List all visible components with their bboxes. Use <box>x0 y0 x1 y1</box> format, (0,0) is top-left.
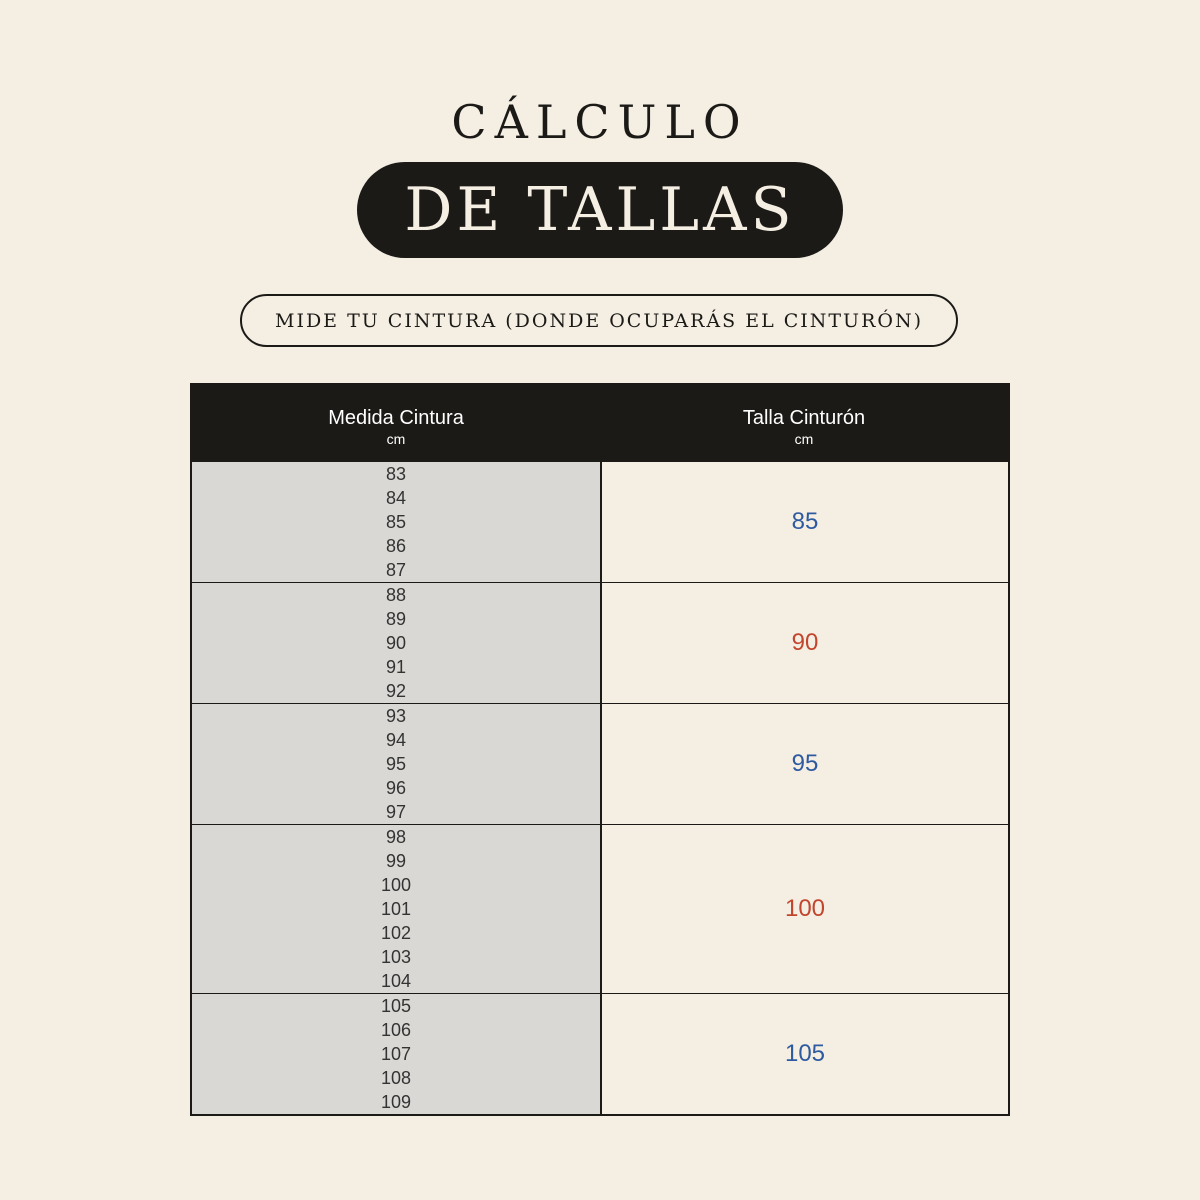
waist-measure-value: 83 <box>385 464 407 484</box>
table-row <box>192 703 1008 824</box>
title-calculo: CÁLCULO <box>451 95 749 149</box>
waist-measure-cell <box>192 825 602 993</box>
table-row <box>192 582 1008 703</box>
belt-size-cell <box>602 825 1008 993</box>
belt-size-value: 85 <box>791 508 819 535</box>
waist-measure-value: 84 <box>385 488 407 508</box>
waist-measure-value: 101 <box>380 899 412 919</box>
table-row <box>192 462 1008 582</box>
waist-measure-value: 87 <box>385 560 407 580</box>
waist-measure-value: 92 <box>385 681 407 701</box>
waist-measure-value: 109 <box>380 1092 412 1112</box>
belt-size-cell <box>602 994 1008 1114</box>
waist-measure-cell <box>192 994 602 1114</box>
table-row <box>192 824 1008 993</box>
waist-measure-value: 90 <box>385 633 407 653</box>
belt-size-value: 90 <box>791 629 819 656</box>
table-body <box>192 462 1008 1114</box>
table-row <box>192 993 1008 1114</box>
waist-measure-cell <box>192 462 602 582</box>
belt-size-cell <box>602 704 1008 824</box>
header-belt-unit: cm <box>794 430 814 447</box>
waist-measure-value: 106 <box>380 1020 412 1040</box>
waist-measure-value: 91 <box>385 657 407 677</box>
waist-measure-value: 86 <box>385 536 407 556</box>
belt-size-value: 100 <box>784 895 826 922</box>
waist-measure-value: 100 <box>380 875 412 895</box>
waist-measure-cell <box>192 583 602 703</box>
size-table <box>190 383 1010 1116</box>
header-belt-size <box>600 385 1008 462</box>
header-waist-title: Medida Cintura <box>328 406 464 429</box>
waist-measure-value: 105 <box>380 996 412 1016</box>
waist-measure-value: 108 <box>380 1068 412 1088</box>
header-belt-title: Talla Cinturón <box>742 406 866 429</box>
waist-measure-value: 96 <box>385 778 407 798</box>
instruction-pill <box>240 294 958 347</box>
belt-size-cell <box>602 462 1008 582</box>
waist-measure-value: 94 <box>385 730 407 750</box>
waist-measure-value: 104 <box>380 971 412 991</box>
waist-measure-value: 107 <box>380 1044 412 1064</box>
header-waist-unit: cm <box>386 430 406 447</box>
title-de-tallas <box>357 162 843 258</box>
belt-size-value: 105 <box>784 1040 826 1067</box>
belt-size-cell <box>602 583 1008 703</box>
table-header <box>192 385 1008 462</box>
belt-size-value: 95 <box>791 750 819 777</box>
waist-measure-value: 85 <box>385 512 407 532</box>
waist-measure-cell <box>192 704 602 824</box>
instruction-text: MIDE TU CINTURA (DONDE OCUPARÁS EL CINTURÓN) <box>274 309 923 332</box>
waist-measure-value: 89 <box>385 609 407 629</box>
waist-measure-value: 98 <box>385 827 407 847</box>
waist-measure-value: 102 <box>380 923 412 943</box>
waist-measure-value: 88 <box>385 585 407 605</box>
waist-measure-value: 97 <box>385 802 407 822</box>
header-waist-measure <box>192 385 600 462</box>
waist-measure-value: 95 <box>385 754 407 774</box>
waist-measure-value: 93 <box>385 706 407 726</box>
waist-measure-value: 99 <box>385 851 407 871</box>
title-de-tallas-text: DE TALLAS <box>404 175 796 245</box>
waist-measure-value: 103 <box>380 947 412 967</box>
